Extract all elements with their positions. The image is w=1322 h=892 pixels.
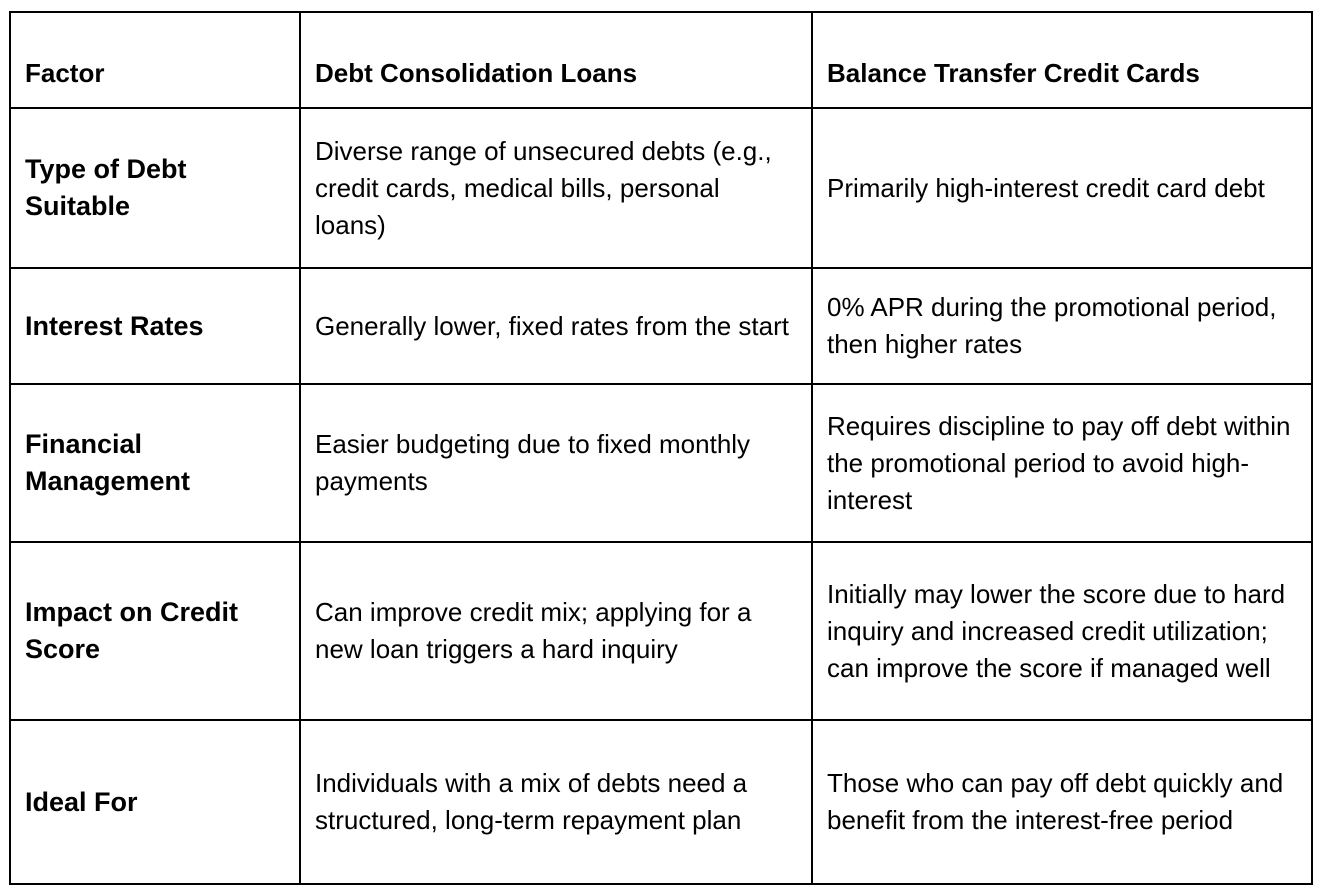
- header-factor: Factor: [10, 12, 300, 108]
- table-header-row: [10, 12, 1312, 108]
- cards-cell: Requires discipline to pay off debt within the promotional period to avoid high-interest: [812, 384, 1312, 542]
- cards-cell: Initially may lower the score due to hard inquiry and increased credit utilization; can improve the score if managed well: [812, 542, 1312, 720]
- cards-cell: 0% APR during the promotional period, then higher rates: [812, 268, 1312, 384]
- table-row: [10, 108, 1312, 268]
- table-row: [10, 720, 1312, 884]
- table-row: [10, 268, 1312, 384]
- loans-cell: Easier budgeting due to fixed monthly payments: [300, 384, 812, 542]
- cards-cell: Primarily high-interest credit card debt: [812, 108, 1312, 268]
- table-row: [10, 542, 1312, 720]
- loans-cell: Diverse range of unsecured debts (e.g., credit cards, medical bills, personal loans): [300, 108, 812, 268]
- factor-cell: Interest Rates: [10, 268, 300, 384]
- table-row: [10, 384, 1312, 542]
- factor-cell: Impact on Credit Score: [10, 542, 300, 720]
- factor-cell: Ideal For: [10, 720, 300, 884]
- loans-cell: Can improve credit mix; applying for a new loan triggers a hard inquiry: [300, 542, 812, 720]
- factor-cell: Financial Management: [10, 384, 300, 542]
- loans-cell: Individuals with a mix of debts need a structured, long-term repayment plan: [300, 720, 812, 884]
- loans-cell: Generally lower, fixed rates from the start: [300, 268, 812, 384]
- header-debt-consolidation-loans: Debt Consolidation Loans: [300, 12, 812, 108]
- cards-cell: Those who can pay off debt quickly and benefit from the interest-free period: [812, 720, 1312, 884]
- comparison-table: [9, 11, 1313, 885]
- factor-cell: Type of Debt Suitable: [10, 108, 300, 268]
- header-balance-transfer-credit-cards: Balance Transfer Credit Cards: [812, 12, 1312, 108]
